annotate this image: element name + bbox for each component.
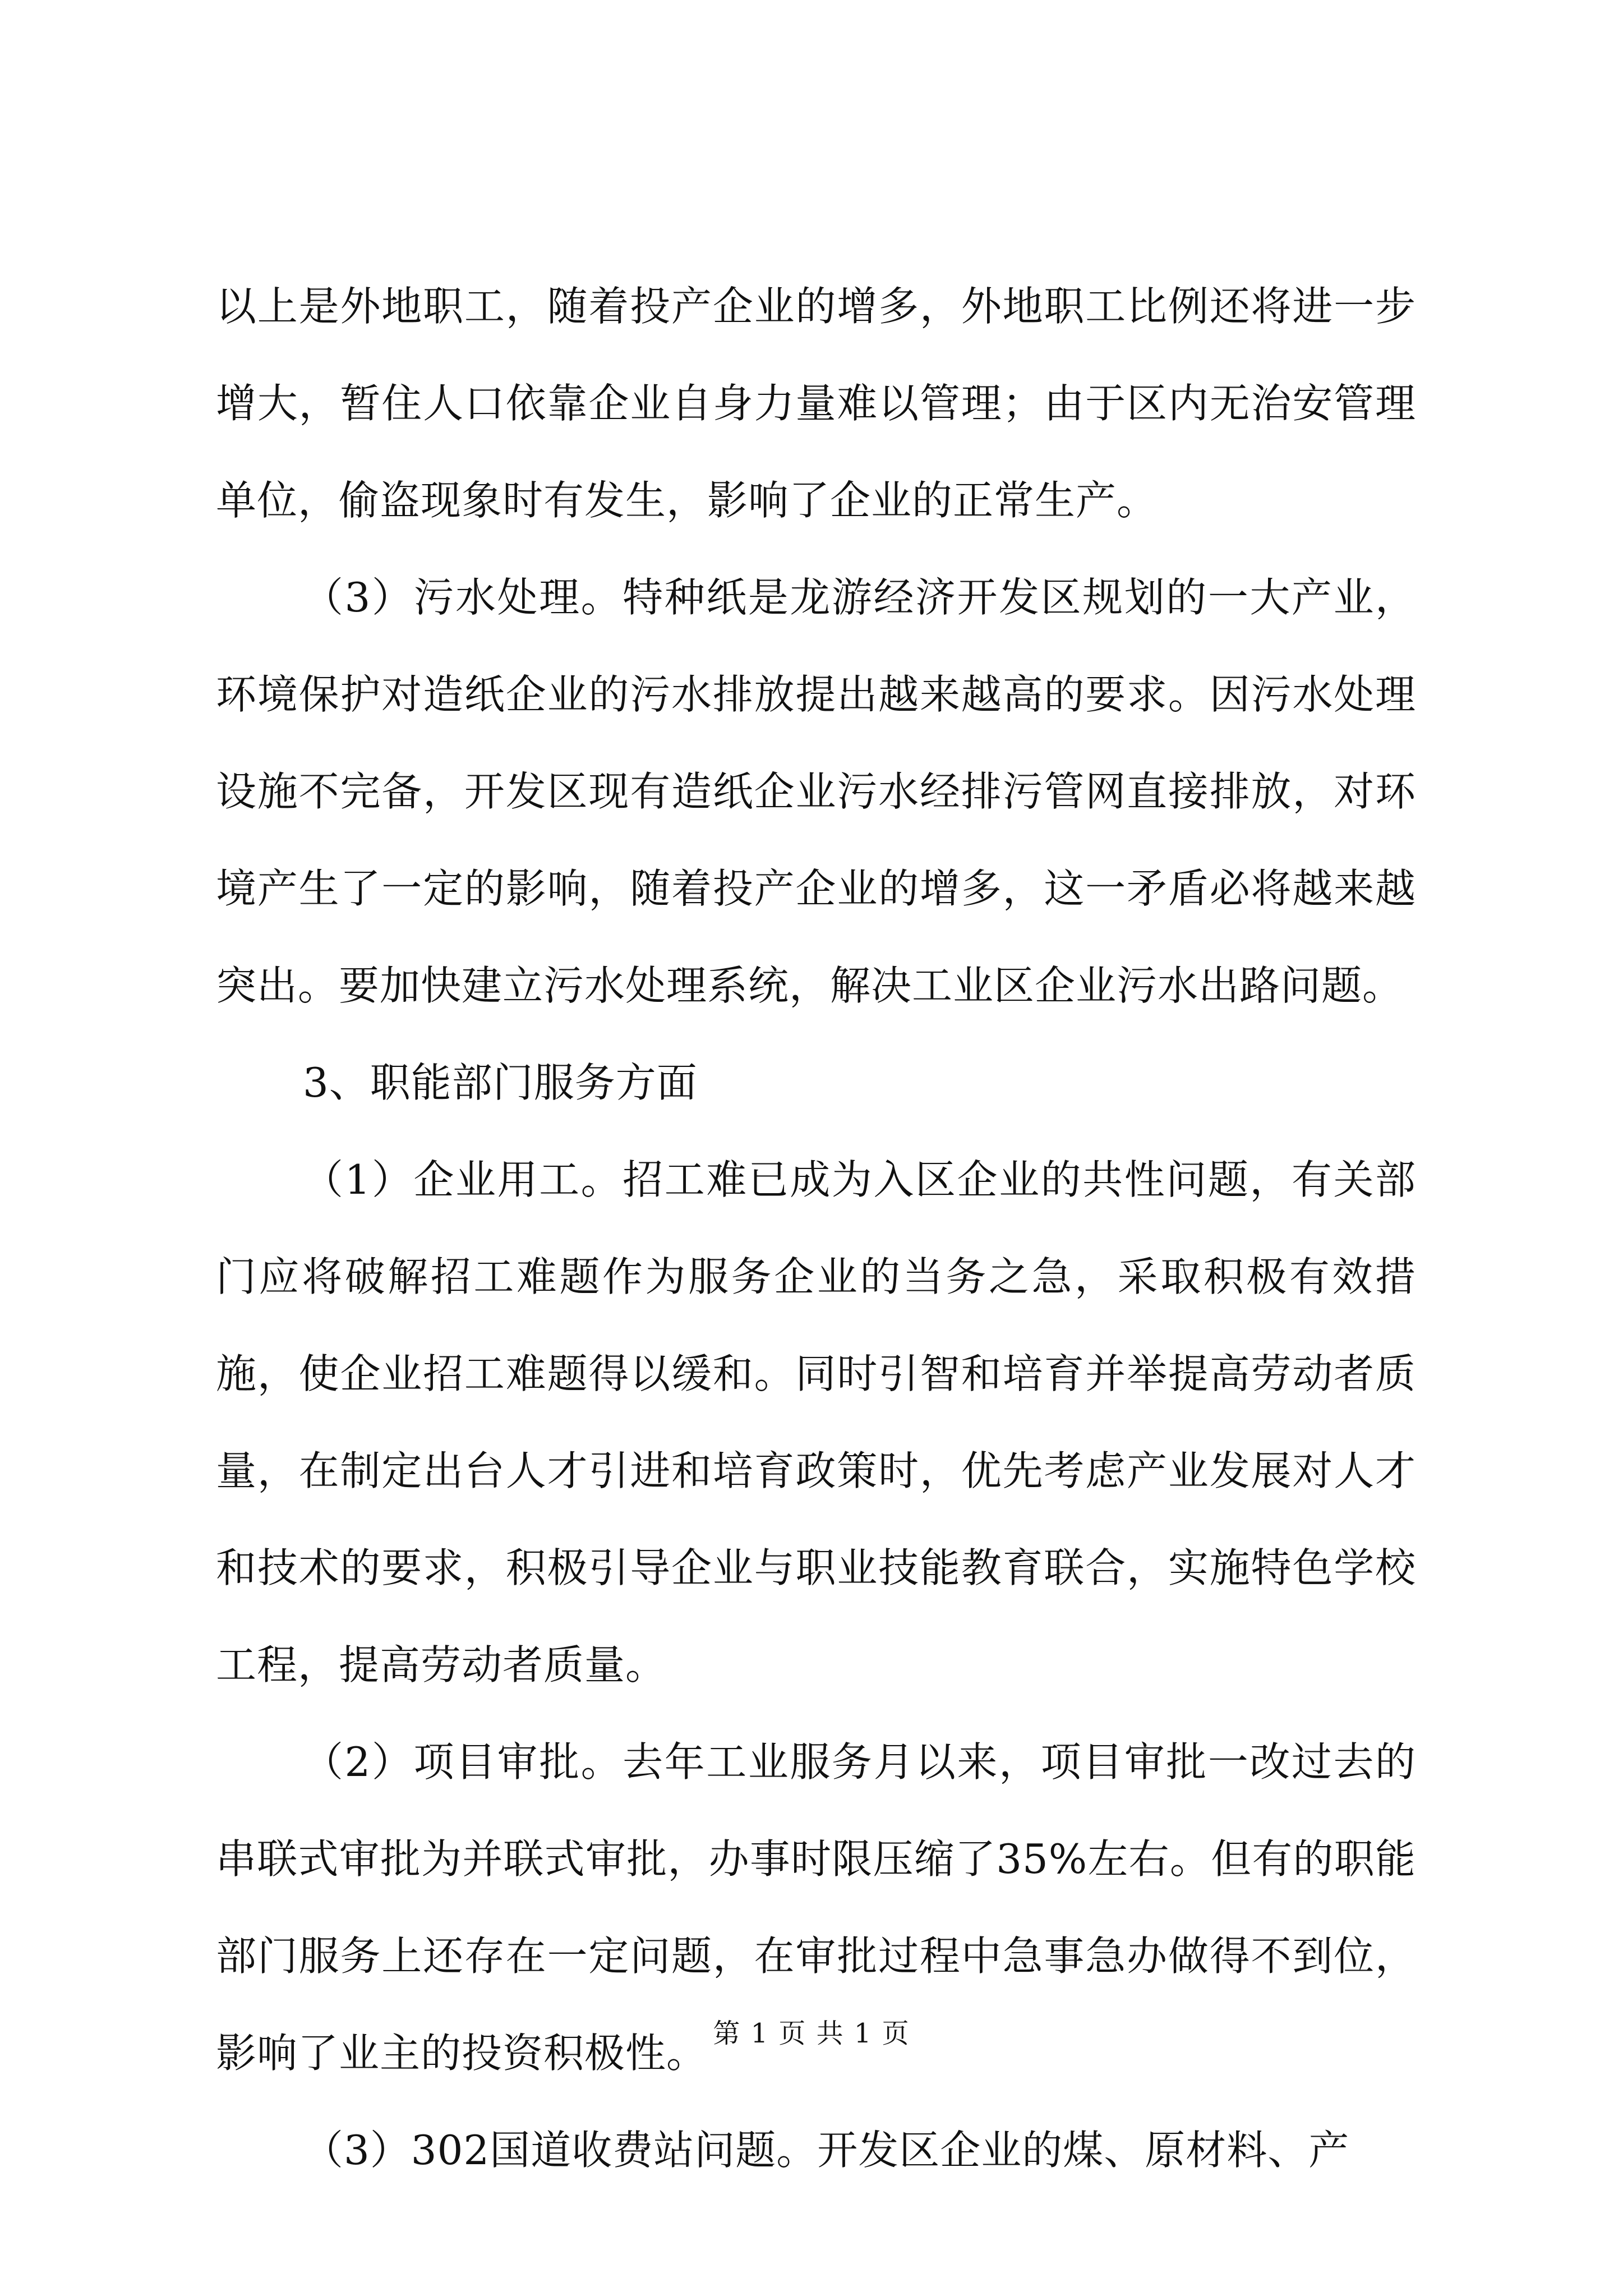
paragraph-project-approval: （2）项目审批。去年工业服务月以来，项目审批一改过去的串联式审批为并联式审批，办事时限压缩了35%左右。但有的职能部门服务上还存在一定问题，在审批过程中急事急办做得不到位，影响了业主的投资积极性。 — [216, 1738, 1416, 2077]
section-heading-department-services: 3、职能部门服务方面 — [303, 1059, 698, 1106]
paragraph-worker-management: 以上是外地职工，随着投产企业的增多，外地职工比例还将进一步增大，暂住人口依靠企业自身力量难以管理；由于区内无治安管理单位，偷盗现象时有发生，影响了企业的正常生产。 — [216, 283, 1416, 524]
paragraph-sewage-treatment: （3）污水处理。特种纸是龙游经济开发区规划的一大产业，环境保护对造纸企业的污水排放提出越来越高的要求。因污水处理设施不完备，开发区现有造纸企业污水经排污管网直接排放，对环境产生了一定的影响，随着投产企业的增多，这一矛盾必将越来越突出。要加快建立污水处理系统，解决工业区企业污水出路问题。 — [216, 574, 1416, 1009]
paragraph-toll-station: （3）302国道收费站问题。开发区企业的煤、原材料、产 — [303, 2127, 1350, 2174]
document-body — [216, 258, 1416, 2199]
paragraph-enterprise-labor: （1）企业用工。招工难已成为入区企业的共性问题，有关部门应将破解招工难题作为服务企业的当务之急，采取积极有效措施，使企业招工难题得以缓和。同时引智和培育并举提高劳动者质量，在制定出台人才引进和培育政策时，优先考虑产业发展对人才和技术的要求，积极引导企业与职业技能教育联合，实施特色学校工程，提高劳动者质量。 — [216, 1156, 1416, 1688]
page-footer: 第 1 页 共 1 页 — [713, 2018, 910, 2049]
